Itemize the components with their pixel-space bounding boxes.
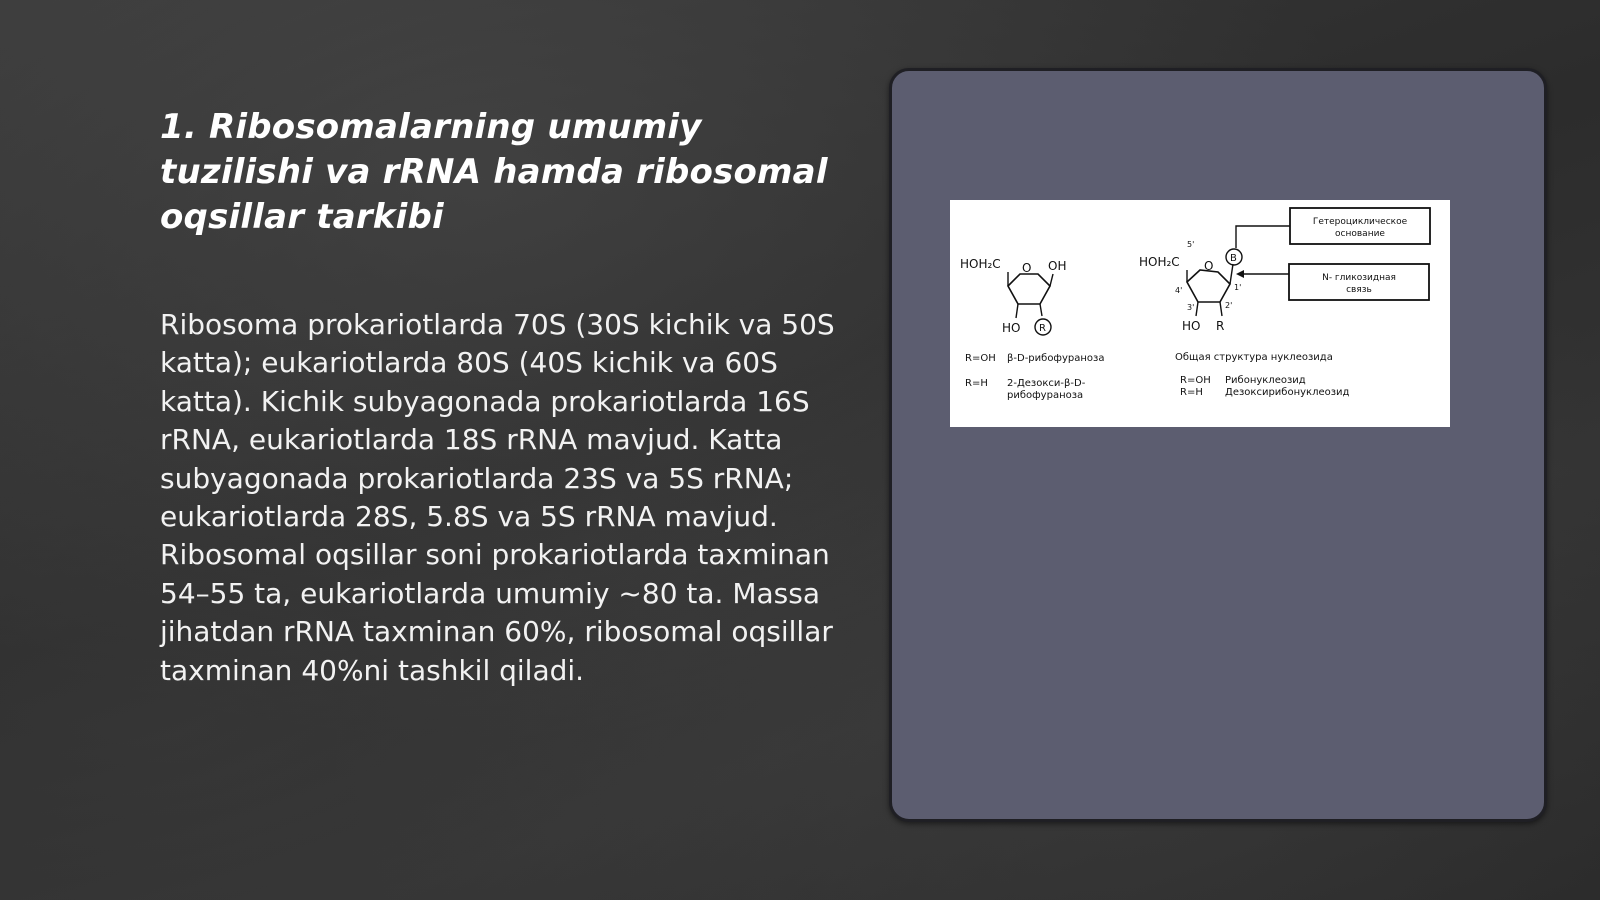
heterocyclic-base-line1: Гетероциклическое xyxy=(1312,217,1408,227)
right-ho-label: HO xyxy=(1182,319,1201,333)
slide-body-text: Ribosoma prokariotlarda 70S (30S kichik va 50S katta); eukariotlarda 80S (40S kichik va 60S katta). Kichik subyagonada prokariotlarda 16S rRNA, eukariotlarda 18S rRNA mavjud. Katta subyagonada prokariotlarda 23S va 5S rRNA; eukariotlarda 28S, 5.8S va 5S rRNA mavjud. Ribosomal oqsillar soni prokariotlarda taxminan 54–55 ta, eukariotlarda umumiy ~80 ta. Massa jihatdan rRNA taxminan 60%, ribosomal oqsillar taxminan 40%ni tashkil qiladi. xyxy=(160,308,835,687)
left-caption2-value-line1: 2-Дезокси-β-D- xyxy=(1007,378,1086,389)
right-b-label: B xyxy=(1230,253,1237,264)
right-hoh2c-label: HOH₂C xyxy=(1139,255,1180,269)
right-caption1-value: Рибонуклеозид xyxy=(1225,375,1306,386)
image-panel xyxy=(889,68,1547,822)
left-ring-oxygen-label: O xyxy=(1022,261,1032,275)
right-position-1: 1' xyxy=(1234,283,1242,292)
left-caption2-value-line2: рибофураноза xyxy=(1007,390,1084,401)
left-caption2-key: R=H xyxy=(965,378,988,389)
right-ring-oxygen-label: O xyxy=(1204,259,1214,273)
ribofuranose-structure xyxy=(960,257,1104,401)
right-caption1-key: R=OH xyxy=(1180,375,1211,386)
glycosidic-bond-line1: N- гликозидная xyxy=(1322,273,1396,283)
left-r-label: R xyxy=(1039,323,1046,334)
nucleoside-diagram xyxy=(950,200,1450,427)
right-caption2-value: Дезоксирибонуклеозид xyxy=(1225,387,1350,398)
right-r-label: R xyxy=(1216,319,1225,333)
right-position-4: 4' xyxy=(1175,286,1183,295)
right-position-3: 3' xyxy=(1187,303,1195,312)
nucleoside-structure-figure xyxy=(950,200,1450,427)
glycosidic-bond-line2: связь xyxy=(1346,285,1372,295)
left-oh-label: OH xyxy=(1048,259,1067,273)
right-caption-title: Общая структура нуклеозида xyxy=(1175,352,1333,363)
heterocyclic-base-line2: основание xyxy=(1335,229,1385,239)
left-ho-label: HO xyxy=(1002,321,1021,335)
left-caption1-key: R=OH xyxy=(965,353,996,364)
right-caption2-key: R=H xyxy=(1180,387,1203,398)
right-position-5: 5' xyxy=(1187,240,1195,249)
right-position-2: 2' xyxy=(1225,301,1233,310)
left-caption1-value: β-D-рибофураноза xyxy=(1007,353,1105,364)
left-hoh2c-label: HOH₂C xyxy=(960,257,1001,271)
slide-title: 1. Ribosomalarning umumiy tuzilishi va rRNA hamda ribosomal oqsillar tarkibi xyxy=(160,107,828,237)
nucleoside-structure xyxy=(1139,208,1430,398)
